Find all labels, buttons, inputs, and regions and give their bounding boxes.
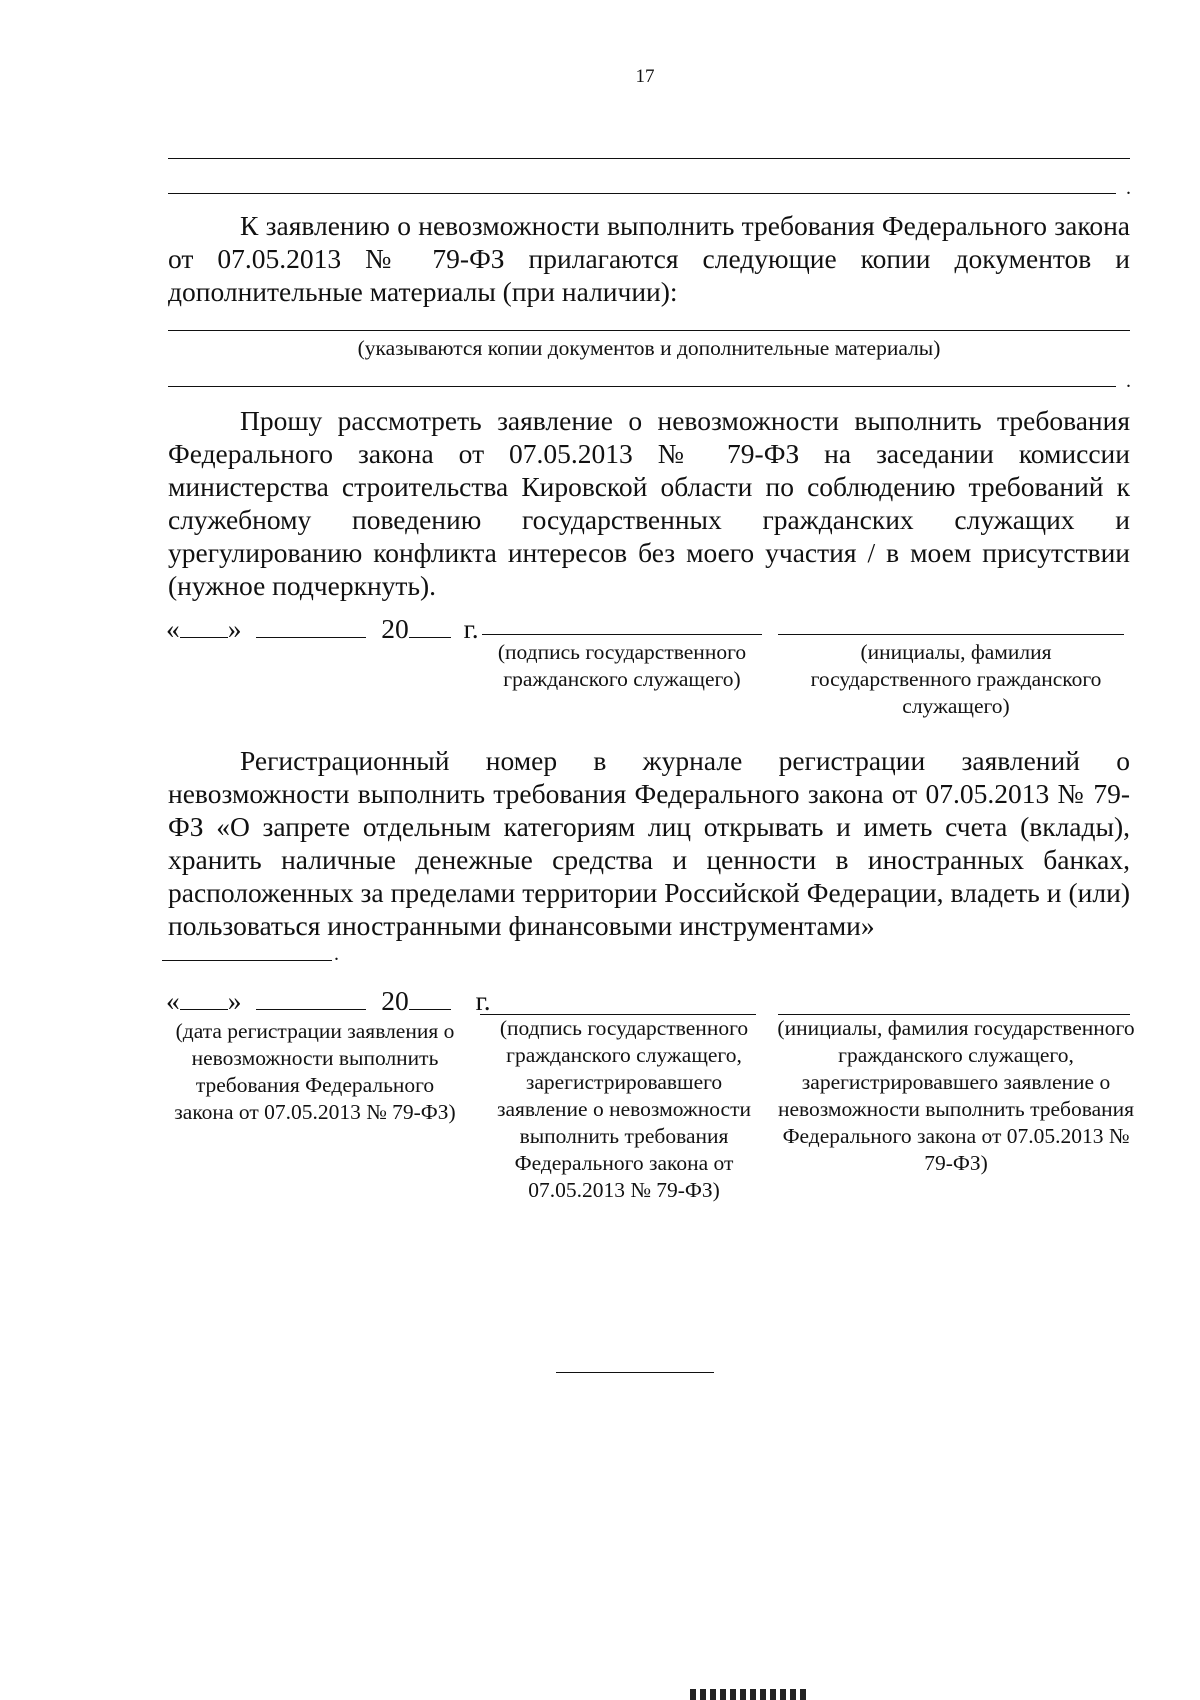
date-line-2 [166,984,491,1017]
period-mark: . [1126,370,1131,392]
date-quote-open: « [166,985,180,1016]
day-blank [180,615,228,638]
year-suffix: г. [463,613,479,644]
closing-separator [556,1372,714,1373]
year-blank [409,987,451,1010]
registration-number-line [162,960,332,961]
signature-line-1 [482,634,762,635]
day-blank [180,987,228,1010]
attachments-text: К заявлению о невозможности выполнить требования Федерального закона от 07.05.2013 № 79-ФЗ прилагаются следующие копии документов и дополнительные материалы (при наличии): [168,210,1130,307]
fill-line-top-2 [168,193,1116,194]
attachments-caption: (указываются копии документов и дополнительные материалы) [357,336,941,360]
date-quote-close: » [227,613,242,644]
month-blank [256,615,366,638]
year-suffix: г. [475,985,491,1016]
month-blank [256,987,366,1010]
name-caption-2: (инициалы, фамилия государственного гражданского служащего, зарегистрировавшего заявление о невозможности выполнить требования Федерального закона от 07.05.2013 № 79-ФЗ) [777,1016,1135,1175]
year-blank [409,615,451,638]
period-mark: . [334,943,339,965]
year-prefix: 20 [381,613,409,644]
date-line-1 [166,612,479,645]
registration-text: Регистрационный номер в журнале регистрации заявлений о невозможности выполнить требования Федерального закона от 07.05.2013 № 79-ФЗ «О запрете отдельным категориям лиц открывать и иметь счета (вклады), хранить наличные денежные средства и ценности в иностранных банках, расположенных за пределами территории Российской Федерации, владеть и (или) пользоваться иностранными финансовыми инструментами» [168,745,1130,941]
year-prefix: 20 [381,985,409,1016]
name-caption-1: (инициалы, фамилия государственного гражданского служащего) [810,640,1102,718]
period-mark: . [1126,177,1131,199]
request-paragraph [168,404,1130,602]
name-line-1 [778,634,1124,635]
attachments-paragraph [168,209,1130,308]
attachments-fill-line [168,330,1130,331]
page-number: 17 [635,66,655,87]
signature-caption-2: (подпись государственного гражданского служащего, зарегистрировавшего заявление о невозможности выполнить требования Федерального закона от 07.05.2013 № 79-ФЗ) [496,1016,752,1202]
date-quote-open: « [166,613,180,644]
registration-paragraph [168,744,1130,942]
fill-line-top-1 [168,158,1130,159]
signature-caption-1: (подпись государственного гражданского служащего) [497,640,747,691]
request-text: Прошу рассмотреть заявление о невозможности выполнить требования Федерального закона от 07.05.2013 № 79-ФЗ на заседании комиссии министерства строительства Кировской области по соблюдению требований к служебному поведению государственных гражданских служащих и урегулированию конфликта интересов без моего участия / в моем присутствии (нужное подчеркнуть). [168,405,1130,601]
date-quote-close: » [227,985,242,1016]
date-caption-2: (дата регистрации заявления о невозможности выполнить требования Федерального закона от 07.05.2013 № 79-ФЗ) [174,1019,456,1124]
scan-artifact [690,1688,850,1700]
attachments-fill-line-2 [168,386,1116,387]
